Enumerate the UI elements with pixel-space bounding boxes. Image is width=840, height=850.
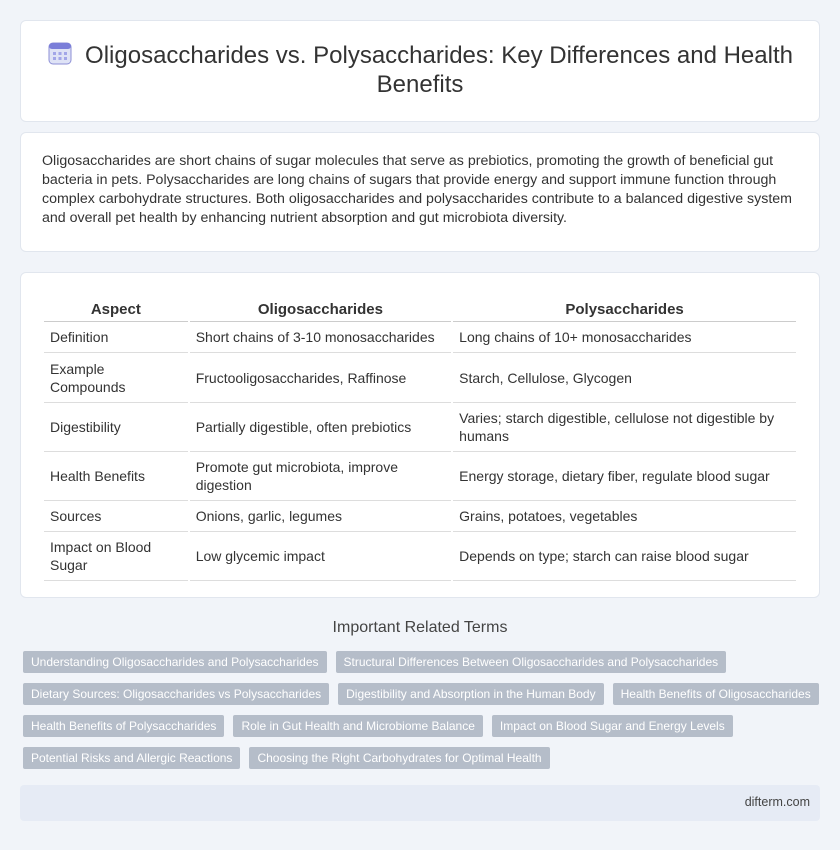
related-terms-title: Important Related Terms	[332, 619, 508, 636]
related-term-link[interactable]: Role in Gut Health and Microbiome Balance	[233, 715, 482, 737]
table-cell: Energy storage, dietary fiber, regulate blood sugar	[453, 452, 796, 501]
comparison-table-card	[20, 272, 820, 598]
related-term-link[interactable]: Dietary Sources: Oligosaccharides vs Polysaccharides	[23, 683, 329, 705]
related-term-link[interactable]: Health Benefits of Polysaccharides	[23, 715, 224, 737]
column-header: Aspect	[44, 293, 188, 322]
intro-paragraph: Oligosaccharides are short chains of sugar molecules that serve as prebiotics, promoting the growth of beneficial gut bacteria in pets. Polysaccharides are long chains of sugars that provide energy and support immune function through complex carbohydrate structures. Both oligosaccharides and polysaccharides contribute to a balanced digestive system and overall pet health by enhancing nutrient absorption and gut microbiota diversity.	[42, 153, 792, 226]
related-term-link[interactable]: Understanding Oligosaccharides and Polysaccharides	[23, 651, 327, 673]
page-title: Oligosaccharides vs. Polysaccharides: Key Differences and Health Benefits	[85, 42, 793, 98]
table-row	[44, 501, 796, 532]
column-header: Polysaccharides	[453, 293, 796, 322]
calendar-grid-icon	[47, 40, 73, 66]
table-cell: Starch, Cellulose, Glycogen	[453, 353, 796, 403]
related-term-link[interactable]: Impact on Blood Sugar and Energy Levels	[492, 715, 733, 737]
header-card	[20, 20, 820, 122]
table-header-row	[44, 293, 796, 322]
table-cell: Partially digestible, often prebiotics	[190, 403, 451, 452]
related-term-link[interactable]: Structural Differences Between Oligosaccharides and Polysaccharides	[336, 651, 727, 673]
table-cell: Health Benefits	[44, 452, 188, 501]
table-row	[44, 403, 796, 452]
footer-site-link[interactable]: difterm.com	[744, 795, 810, 809]
table-cell: Grains, potatoes, vegetables	[453, 501, 796, 532]
footer	[20, 785, 820, 821]
table-cell: Depends on type; starch can raise blood sugar	[453, 532, 796, 581]
column-header: Oligosaccharides	[190, 293, 451, 322]
related-term-link[interactable]: Potential Risks and Allergic Reactions	[23, 747, 240, 769]
table-cell: Example Compounds	[44, 353, 188, 403]
table-cell: Impact on Blood Sugar	[44, 532, 188, 581]
table-row	[44, 532, 796, 581]
table-row	[44, 353, 796, 403]
table-cell: Low glycemic impact	[190, 532, 451, 581]
table-row	[44, 452, 796, 501]
table-cell: Long chains of 10+ monosaccharides	[453, 322, 796, 353]
table-cell: Sources	[44, 501, 188, 532]
table-cell: Digestibility	[44, 403, 188, 452]
intro-card	[20, 132, 820, 252]
table-cell: Onions, garlic, legumes	[190, 501, 451, 532]
related-term-link[interactable]: Digestibility and Absorption in the Human Body	[338, 683, 603, 705]
table-cell: Varies; starch digestible, cellulose not digestible by humans	[453, 403, 796, 452]
page-title-container	[21, 41, 819, 99]
table-cell: Definition	[44, 322, 188, 353]
comparison-table	[42, 293, 798, 581]
table-cell: Short chains of 3-10 monosaccharides	[190, 322, 451, 353]
table-cell: Fructooligosaccharides, Raffinose	[190, 353, 451, 403]
related-term-link[interactable]: Choosing the Right Carbohydrates for Optimal Health	[249, 747, 549, 769]
related-terms-list	[23, 651, 823, 779]
table-row	[44, 322, 796, 353]
related-term-link[interactable]: Health Benefits of Oligosaccharides	[613, 683, 819, 705]
table-cell: Promote gut microbiota, improve digestion	[190, 452, 451, 501]
